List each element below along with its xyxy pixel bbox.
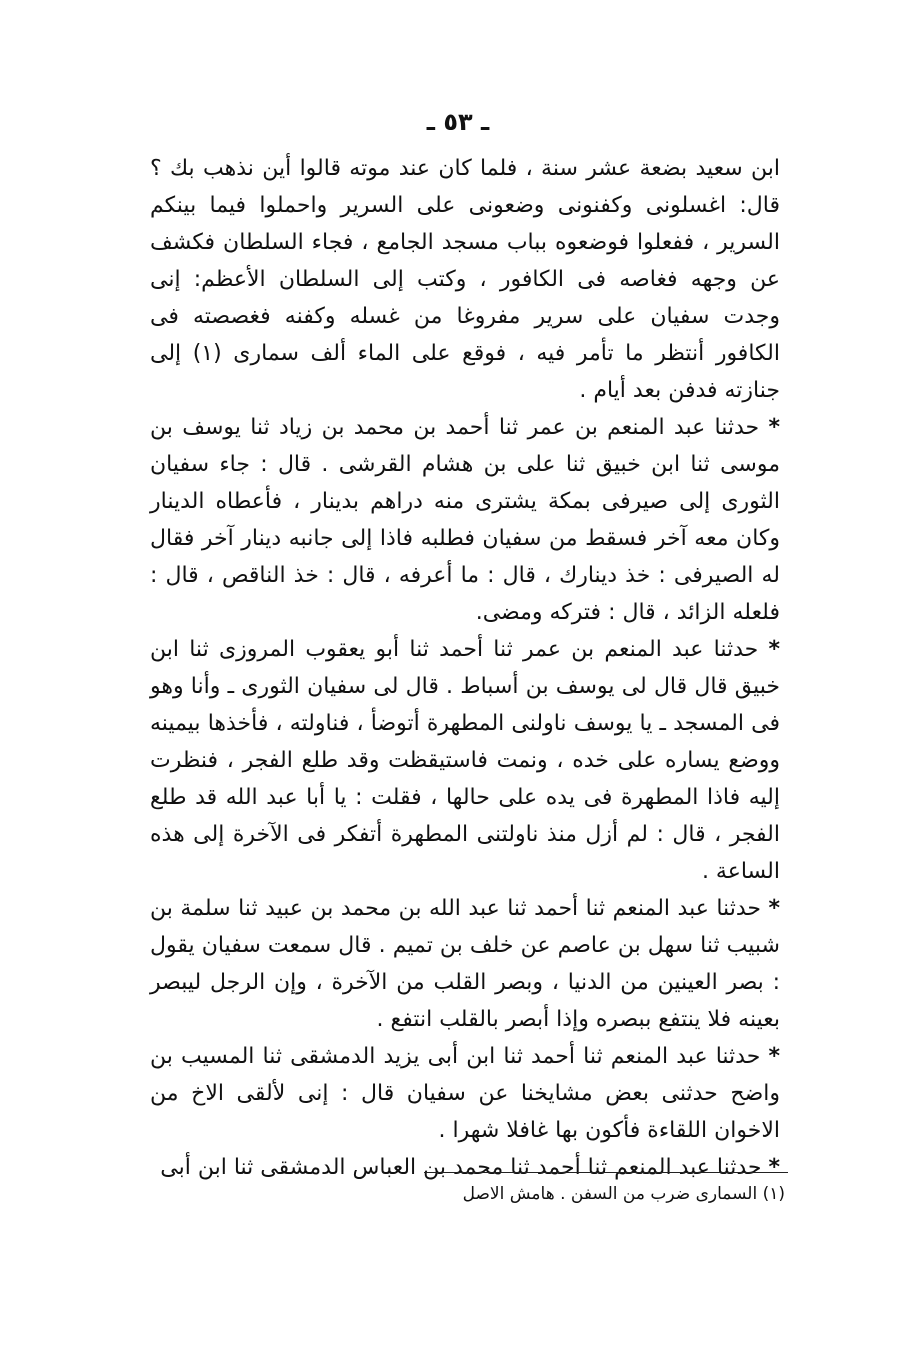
paragraph-5 — [150, 1038, 780, 1149]
paragraph-star: * — [768, 415, 780, 440]
paragraph-1 — [150, 150, 780, 409]
paragraph-text: حدثنا عبد المنعم ثنا أحمد ثنا محمد بن العباس الدمشقى ثنا ابن أبى — [160, 1155, 762, 1180]
paragraph-text: حدثنا عبد المنعم بن عمر ثنا أحمد بن محمد بن زياد ثنا يوسف بن موسى ثنا ابن خبيق ثنا على بن هشام القرشى . قال : جاء سفيان الثورى إلى صيرفى بمكة يشترى منه دراهم بدينار ، فأعطاه الدينار وكان معه آخر فسقط من سفيان فطلبه فاذا إلى جانبه دينار آخر فقال له الصيرفى : خذ دينارك ، قال : ما أعرفه ، قال : خذ الناقص ، قال : فلعله الزائد ، قال : فتركه ومضى. — [150, 415, 780, 625]
main-text — [150, 150, 780, 1186]
footnote-divider — [424, 1172, 788, 1173]
footnote: (١) السمارى ضرب من السفن . هامش الاصل — [462, 1184, 785, 1204]
paragraph-text: حدثنا عبد المنعم بن عمر ثنا أحمد ثنا أبو يعقوب المروزى ثنا ابن خبيق قال قال لى يوسف بن أسباط . قال لى سفيان الثورى ـ وأنا وهو فى المسجد ـ يا يوسف ناولنى المطهرة أتوضأ ، فناولته ، فأخذها بيمينه ووضع يساره على خده ، ونمت فاستيقظت وقد طلع الفجر ، فنظرت إليه فاذا المطهرة فى يده على حالها ، فقلت : يا أبا عبد الله قد طلع الفجر ، قال : لم أزل منذ ناولتنى المطهرة أتفكر فى الآخرة إلى هذه الساعة . — [150, 637, 780, 884]
paragraph-star: * — [768, 1044, 780, 1069]
paragraph-text: ابن سعيد بضعة عشر سنة ، فلما كان عند موته قالوا أين نذهب بك ؟ قال: اغسلونى وكفنونى وضعونى على السرير واحملوا فيما بينكم السرير ، ففعلوا فوضعوه بباب مسجد الجامع ، فجاء السلطان فكشف عن وجهه فغاصه فى الكافور ، وكتب إلى السلطان الأعظم: إنى وجدت سفيان على سرير مفروغا من غسله وكفنه فغصصته فى الكافور أنتظر ما تأمر فيه ، فوقع على الماء ألف سمارى (١) إلى جنازته فدفن بعد أيام . — [150, 156, 780, 403]
paragraph-2 — [150, 409, 780, 631]
paragraph-star: * — [768, 1155, 780, 1180]
paragraph-star: * — [768, 637, 780, 662]
paragraph-3 — [150, 631, 780, 890]
paragraph-4 — [150, 890, 780, 1038]
paragraph-text: حدثنا عبد المنعم ثنا أحمد ثنا ابن أبى يزيد الدمشقى ثنا المسيب بن واضح حدثنى بعض مشايخنا عن سفيان قال : إنى لألقى الاخ من الاخوان اللقاءة فأكون بها غافلا شهرا . — [150, 1044, 780, 1143]
paragraph-text: حدثنا عبد المنعم ثنا أحمد ثنا عبد الله بن محمد بن عبيد ثنا سلمة بن شبيب ثنا سهل بن عاصم عن خلف بن تميم . قال سمعت سفيان يقول : بصر العينين من الدنيا ، وبصر القلب من الآخرة ، وإن الرجل ليبصر بعينه فلا ينتفع ببصره وإذا أبصر بالقلب انتفع . — [150, 896, 780, 1032]
page-number: ـ ٥٣ ـ — [426, 108, 490, 136]
paragraph-star: * — [768, 896, 780, 921]
